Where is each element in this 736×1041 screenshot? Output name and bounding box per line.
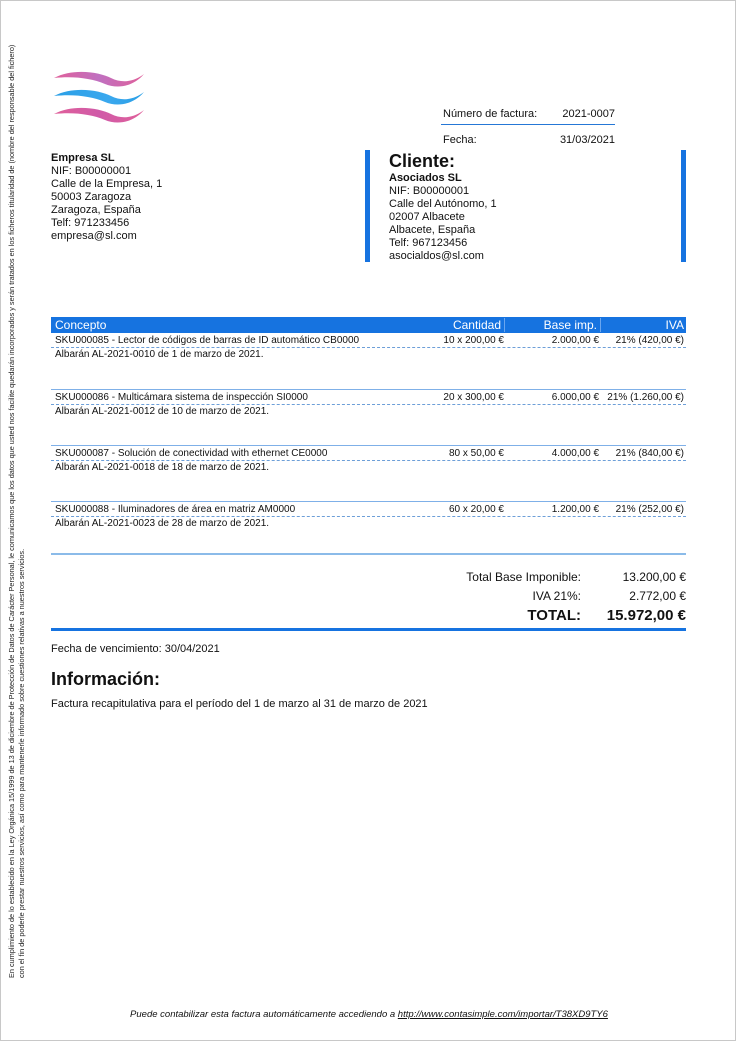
totals-top-divider (51, 553, 686, 555)
invoice-number-row (441, 104, 615, 123)
client-heading: Cliente: (389, 151, 456, 171)
item-iva: 21% (840,00 €) (615, 447, 684, 459)
item-base: 6.000,00 € (551, 391, 599, 403)
issuer-phone: Telf: 971233456 (51, 217, 130, 229)
table-row (51, 333, 686, 389)
table-row (51, 501, 686, 557)
issuer-block (51, 152, 162, 243)
grand-total-row (421, 605, 686, 625)
grand-total-label: TOTAL: (527, 606, 581, 624)
header-iva: IVA (665, 318, 684, 332)
item-iva: 21% (420,00 €) (615, 334, 684, 346)
item-albaran: Albarán AL-2021-0023 de 28 de marzo de 2021. (55, 518, 270, 529)
issuer-email: empresa@sl.com (51, 230, 137, 242)
item-cantidad: 60 x 20,00 € (448, 503, 504, 515)
total-base-value: 13.200,00 € (622, 569, 686, 584)
item-base: 4.000,00 € (551, 447, 599, 459)
due-date: Fecha de vencimiento: 30/04/2021 (51, 643, 220, 655)
info-heading: Información: (51, 669, 161, 689)
grand-total-value: 15.972,00 € (606, 606, 686, 624)
client-city: 02007 Albacete (389, 211, 465, 223)
client-region: Albacete, España (389, 224, 476, 236)
invoice-date-label: Fecha: (443, 133, 477, 146)
item-base: 2.000,00 € (551, 334, 599, 346)
item-cantidad: 20 x 300,00 € (443, 391, 504, 403)
legal-notice: En cumplimiento de lo establecido en la Ley Orgánica 15/1999 de 13 de diciembre de Protección de Datos de Carácter Personal, le comunicamos que los datos que usted nos facilite quedarán incorporados y serán tratados en los ficheros titularidad de (nombre del responsable del fichero) con el fin de poderle prestar nuestros servicios, así como para mantenerle informado sobre cuestiones relativas a nuestros servicios. (7, 44, 26, 978)
client-address: Calle del Autónomo, 1 (389, 198, 497, 210)
client-nif: NIF: B00000001 (389, 185, 470, 197)
issuer-address: Calle de la Empresa, 1 (51, 178, 163, 190)
invoice-number: 2021-0007 (562, 107, 615, 120)
item-concepto: SKU000086 - Multicámara sistema de inspección SI0000 (55, 391, 308, 403)
item-concepto: SKU000088 - Iluminadores de área en matriz AM0000 (55, 503, 296, 515)
item-iva: 21% (252,00 €) (615, 503, 684, 515)
company-logo (51, 67, 147, 127)
invoice-meta-divider (441, 124, 615, 125)
item-albaran: Albarán AL-2021-0010 de 1 de marzo de 2021. (55, 349, 264, 360)
table-row (51, 445, 686, 501)
footer (1, 1009, 736, 1020)
item-iva: 21% (1.260,00 €) (607, 391, 684, 403)
items-table (51, 317, 686, 557)
table-row (51, 389, 686, 445)
issuer-name: Empresa SL (51, 152, 115, 164)
invoice-date-row (441, 130, 615, 149)
client-phone: Telf: 967123456 (389, 237, 468, 249)
table-header (51, 317, 686, 333)
totals-block (421, 567, 686, 625)
item-concepto: SKU000087 - Solución de conectividad with ethernet CE0000 (55, 447, 328, 459)
total-iva-row (421, 586, 686, 605)
item-albaran: Albarán AL-2021-0018 de 18 de marzo de 2021. (55, 462, 270, 473)
item-cantidad: 10 x 200,00 € (443, 334, 504, 346)
totals-bottom-divider (51, 628, 686, 631)
client-bar-right (681, 150, 686, 262)
invoice-date: 31/03/2021 (559, 133, 615, 146)
item-concepto: SKU000085 - Lector de códigos de barras de ID automático CB0000 (55, 334, 360, 346)
footer-text: Puede contabilizar esta factura automáticamente accediendo a (130, 1009, 398, 1020)
client-email: asocialdos@sl.com (389, 250, 484, 262)
issuer-nif: NIF: B00000001 (51, 165, 132, 177)
invoice-meta (441, 104, 615, 149)
item-albaran: Albarán AL-2021-0012 de 10 de marzo de 2021. (55, 406, 270, 417)
total-base-row (421, 567, 686, 586)
header-concepto: Concepto (55, 318, 107, 332)
invoice-number-label: Número de factura: (443, 107, 538, 120)
total-iva-label: IVA 21%: (532, 588, 581, 603)
info-text: Factura recapitulativa para el período del 1 de marzo al 31 de marzo de 2021 (51, 698, 428, 710)
item-cantidad: 80 x 50,00 € (448, 447, 504, 459)
issuer-city: 50003 Zaragoza (51, 191, 132, 203)
client-block (389, 151, 497, 263)
total-iva-value: 2.772,00 € (629, 588, 686, 603)
header-cantidad: Cantidad (405, 318, 505, 332)
item-base: 1.200,00 € (551, 503, 599, 515)
issuer-region: Zaragoza, España (51, 204, 141, 216)
client-name: Asociados SL (389, 172, 462, 184)
header-base: Base imp. (505, 318, 601, 332)
client-bar-left (365, 150, 370, 262)
import-link[interactable]: http://www.contasimple.com/importar/T38XD9TY6 (397, 1009, 608, 1020)
total-base-label: Total Base Imponible: (466, 569, 581, 584)
